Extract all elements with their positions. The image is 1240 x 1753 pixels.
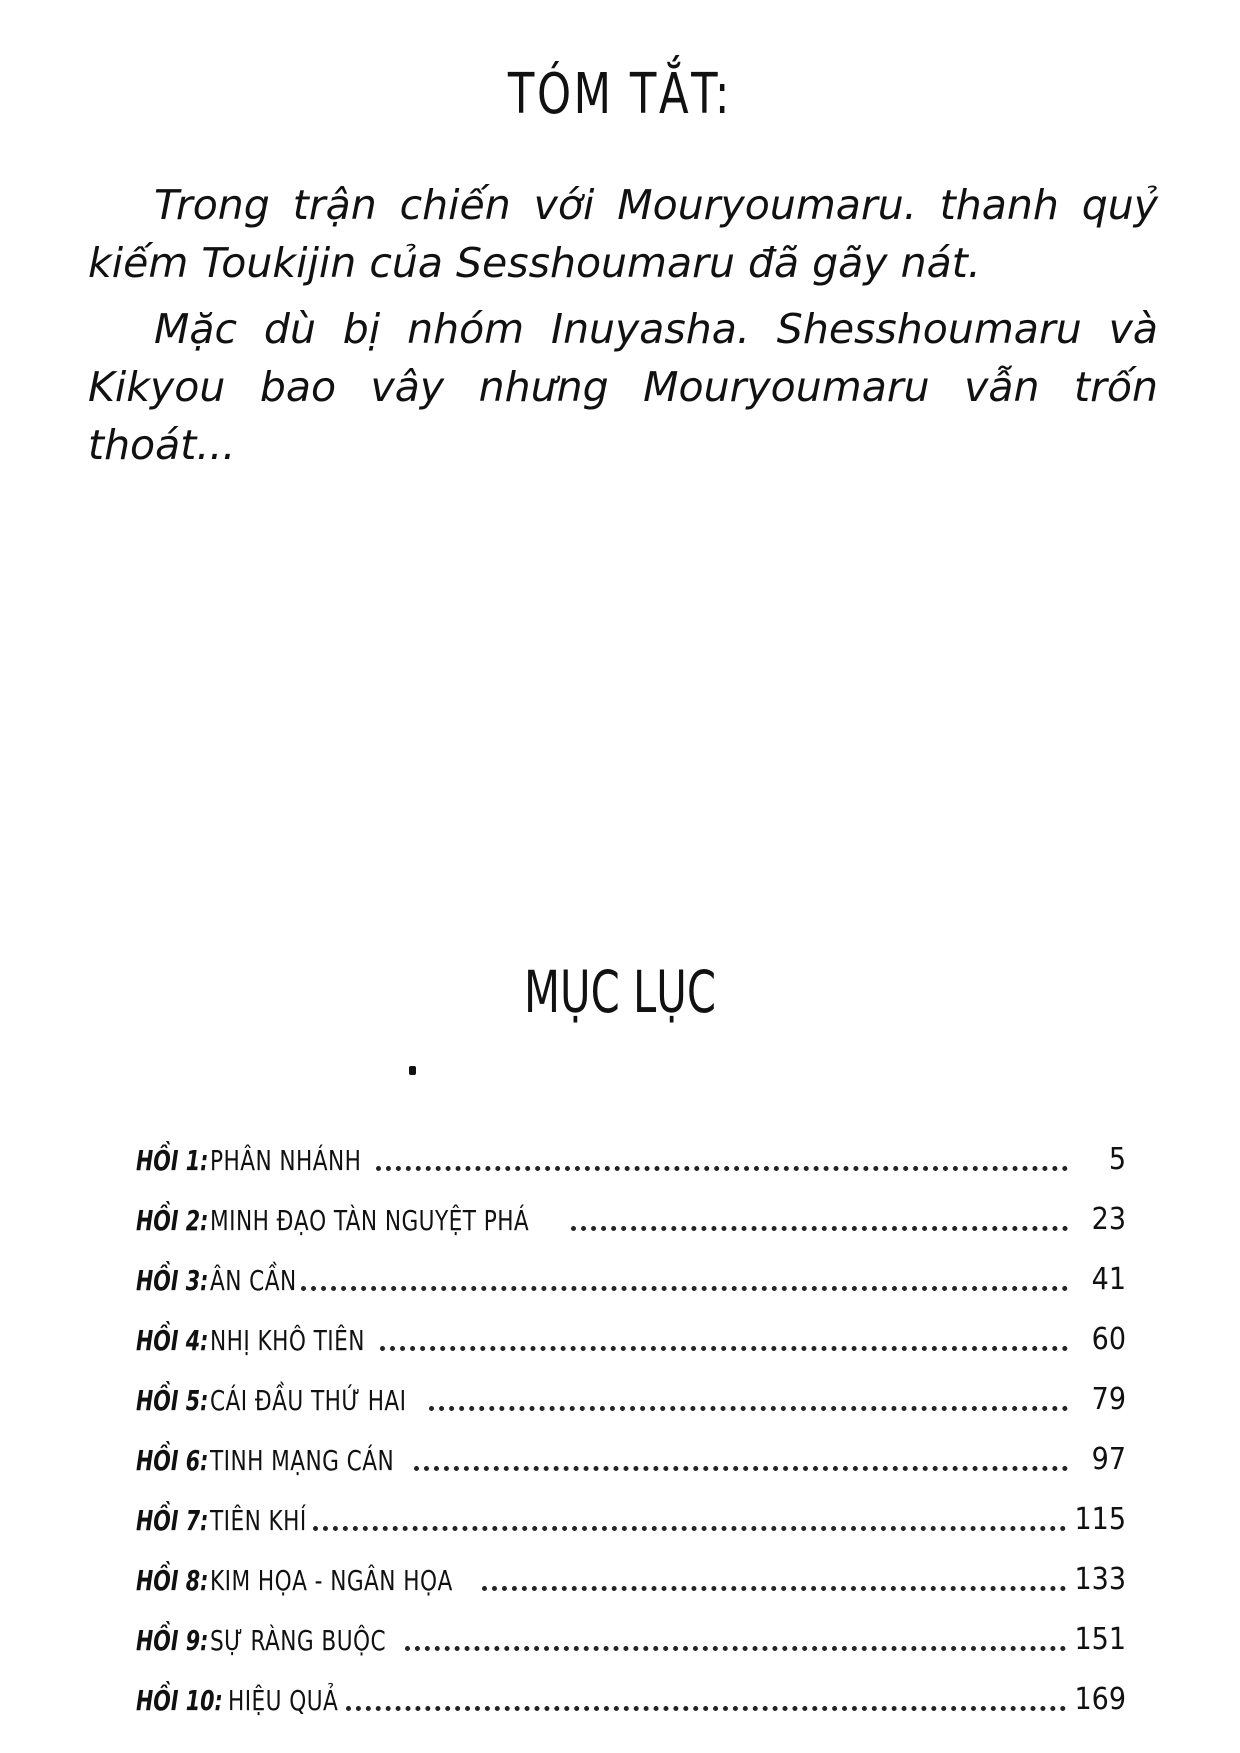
toc-entry bbox=[136, 1657, 1126, 1717]
toc-leader-dots bbox=[380, 1346, 1068, 1351]
toc-chapter-label: HỒI 3: bbox=[136, 1264, 209, 1297]
toc-page-number: 97 bbox=[1091, 1442, 1126, 1477]
toc-leader-dots bbox=[346, 1706, 1066, 1711]
summary-paragraph: Mặc dù bị nhóm Inuyasha. Shesshoumaru và Kikyou bao vây nhưng Mouryoumaru vẫn trốn thoát... bbox=[88, 305, 1158, 469]
toc-leader-dots bbox=[429, 1406, 1068, 1411]
toc-leader-dots bbox=[301, 1286, 1068, 1291]
toc-chapter-label: HỒI 10: bbox=[136, 1684, 223, 1717]
toc-chapter-title: HIỆU QUẢ bbox=[227, 1684, 339, 1717]
toc-chapter-label: HỒI 6: bbox=[136, 1444, 209, 1477]
toc-entry bbox=[136, 1297, 1126, 1357]
toc-chapter-title: PHÂN NHÁNH bbox=[210, 1144, 362, 1177]
toc-chapter-label: HỒI 4: bbox=[136, 1324, 209, 1357]
table-of-contents-heading: MỤC LỤC bbox=[524, 958, 716, 1026]
toc-page-number: 60 bbox=[1091, 1322, 1126, 1357]
toc-chapter-label: HỒI 1: bbox=[136, 1144, 209, 1177]
summary-body bbox=[88, 176, 1158, 482]
toc-chapter-label: HỒI 5: bbox=[136, 1384, 209, 1417]
toc-entry bbox=[136, 1417, 1126, 1477]
toc-chapter-label: HỒI 2: bbox=[136, 1204, 209, 1237]
toc-leader-dots bbox=[571, 1226, 1068, 1231]
toc-entry bbox=[136, 1357, 1126, 1417]
toc-page-number: 169 bbox=[1074, 1682, 1126, 1717]
toc-chapter-title: KIM HỌA - NGÂN HỌA bbox=[210, 1564, 453, 1597]
toc-chapter-label: HỒI 8: bbox=[136, 1564, 209, 1597]
toc-chapter-title: MINH ĐẠO TÀN NGUYỆT PHÁ bbox=[210, 1204, 530, 1237]
toc-chapter-label: HỒI 7: bbox=[136, 1504, 209, 1537]
toc-entry bbox=[136, 1237, 1126, 1297]
toc-chapter-title: TINH MẠNG CÁN bbox=[210, 1444, 395, 1477]
toc-page-number: 5 bbox=[1108, 1142, 1126, 1177]
toc-leader-dots bbox=[414, 1466, 1068, 1471]
toc-chapter-title: NHỊ KHÔ TIÊN bbox=[210, 1324, 366, 1357]
toc-chapter-title: CÁI ĐẦU THỨ HAI bbox=[210, 1384, 407, 1417]
toc-entry bbox=[136, 1477, 1126, 1537]
toc-page-number: 23 bbox=[1091, 1202, 1126, 1237]
toc-chapter-title: ÂN CẦN bbox=[210, 1264, 297, 1297]
toc-entry bbox=[136, 1537, 1126, 1597]
summary-heading: TÓM TẮT: bbox=[507, 62, 733, 127]
toc-page-number: 133 bbox=[1074, 1562, 1126, 1597]
toc-page-number: 151 bbox=[1074, 1622, 1126, 1657]
table-of-contents bbox=[136, 1117, 1126, 1717]
toc-page-number: 41 bbox=[1091, 1262, 1126, 1297]
toc-leader-dots bbox=[313, 1526, 1067, 1531]
toc-page-number: 115 bbox=[1074, 1502, 1126, 1537]
toc-entry bbox=[136, 1177, 1126, 1237]
toc-entry bbox=[136, 1117, 1126, 1177]
toc-chapter-title: TIÊN KHÍ bbox=[210, 1504, 307, 1537]
toc-entry bbox=[136, 1597, 1126, 1657]
toc-leader-dots bbox=[376, 1166, 1068, 1171]
toc-chapter-title: SỰ RÀNG BUỘC bbox=[210, 1624, 387, 1657]
toc-leader-dots bbox=[405, 1646, 1067, 1651]
toc-page-number: 79 bbox=[1091, 1382, 1126, 1417]
toc-leader-dots bbox=[482, 1586, 1066, 1591]
summary-paragraph: Trong trận chiến với Mouryoumaru. thanh quỷ kiếm Toukijin của Sesshoumaru đã gãy nát. bbox=[88, 181, 1158, 287]
toc-chapter-label: HỒI 9: bbox=[136, 1624, 209, 1657]
ink-dot bbox=[409, 1066, 416, 1075]
